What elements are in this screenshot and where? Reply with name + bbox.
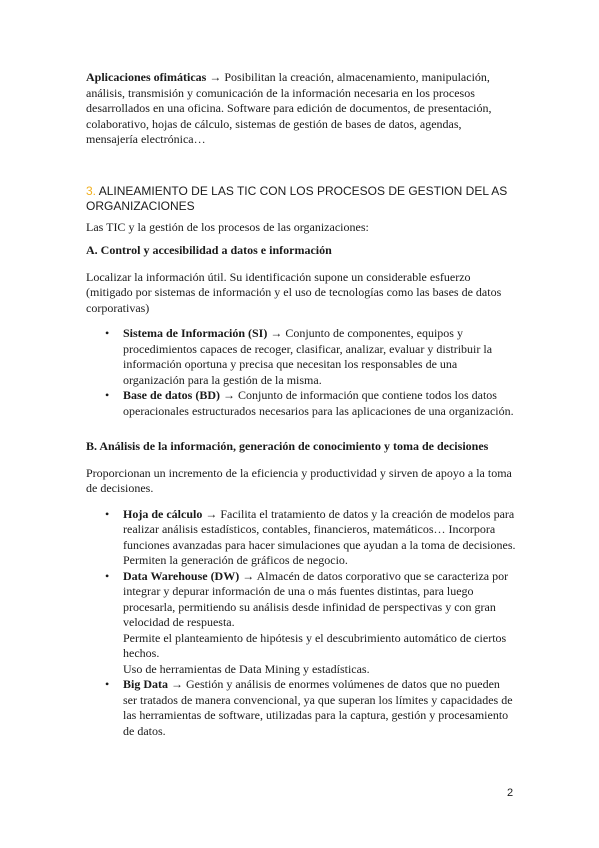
item-extra-line: Permite el planteamiento de hipótesis y el descubrimiento automático de ciertos hechos. — [123, 630, 507, 660]
list-item — [86, 569, 516, 678]
item-term: Hoja de cálculo — [123, 506, 203, 521]
item-term: Sistema de Información (SI) — [123, 326, 268, 340]
bullet-icon: • — [105, 388, 110, 402]
intro-text: Posibilitan la creación, almacenamiento, manipulación, análisis, transmisión y comunicación de la información necesaria en los procesos desarrollados en una oficina. Software para edición de documentos, de presentación, colaborativo, hojas de cálculo, sistemas de gestión de bases de datos, agendas, mensajería electrónica… — [86, 70, 492, 146]
section-number: 3. — [86, 183, 97, 198]
item-term: Base de datos (BD) — [123, 388, 221, 402]
item-extra-line: Uso de herramientas de Data Mining y estadísticas. — [123, 661, 370, 676]
list-item — [86, 326, 516, 388]
list-item — [86, 388, 516, 419]
bullet-icon: • — [105, 506, 110, 521]
item-term: Big Data — [123, 677, 168, 691]
item-term: Data Warehouse (DW) — [123, 568, 240, 583]
subsection-a-title: A. Control y accesibilidad a datos e información — [86, 243, 332, 257]
arrow-icon: → — [209, 70, 222, 84]
list-item — [86, 507, 516, 569]
subsection-b-paragraph: Proporcionan un incremento de la eficiencia y productividad y sirven de apoyo a la toma de decisiones. — [86, 465, 512, 495]
arrow-icon: → — [205, 506, 218, 521]
bullet-icon: • — [105, 568, 110, 583]
subsection-a-list — [86, 326, 516, 419]
arrow-icon: → — [242, 568, 255, 583]
list-item — [86, 677, 516, 739]
page-number: 2 — [507, 787, 514, 799]
subsection-a-paragraph: Localizar la información útil. Su identificación supone un considerable esfuerzo (mitigado por sistemas de información y el uso de tecnologías como las bases de datos corporativas) — [86, 269, 502, 315]
bullet-icon: • — [105, 326, 110, 340]
arrow-icon: → — [270, 326, 283, 340]
item-text: Facilita el tratamiento de datos y la creación de modelos para realizar análisis estadísticos, contables, financieros, matemáticos… Incorpora funciones avanzadas para hacer simulaciones que ayudan a la toma de decisiones. Permiten la generación de gráficos de negocio. — [123, 506, 516, 567]
intro-paragraph — [86, 70, 516, 148]
section-intro: Las TIC y la gestión de los procesos de las organizaciones: — [86, 219, 369, 234]
intro-term: Aplicaciones ofimáticas — [86, 70, 207, 84]
subsection-b-list — [86, 507, 516, 740]
arrow-icon: → — [223, 388, 236, 402]
section-heading — [86, 184, 516, 214]
subsection-b-title: B. Análisis de la información, generación de conocimiento y toma de decisiones — [86, 439, 489, 453]
page-content — [86, 70, 516, 739]
item-text: Conjunto de información que contiene todos los datos operacionales estructurados necesarios para las aplicaciones de una organización. — [123, 388, 514, 418]
item-text: Conjunto de componentes, equipos y procedimientos capaces de recoger, clasificar, analizar, evaluar y distribuir la información oportuna y precisa que necesitan los responsables de una organización para la gestión de la misma. — [123, 326, 493, 387]
section-title: ALINEAMIENTO DE LAS TIC CON LOS PROCESOS DE GESTION DEL AS ORGANIZACIONES — [86, 183, 508, 213]
bullet-icon: • — [105, 677, 110, 691]
item-text: Almacén de datos corporativo que se caracteriza por integrar y depurar información de una o más fuentes distintas, para luego procesarla, permitiendo su análisis desde infinidad de perspectivas y con gran velocidad de respuesta. — [123, 568, 509, 629]
item-text: Gestión y análisis de enormes volúmenes de datos que no pueden ser tratados de manera convencional, ya que superan los límites y capacidades de las herramientas de software, utilizadas para la captura, gestión y procesamiento de datos. — [123, 677, 513, 738]
arrow-icon: → — [171, 677, 183, 691]
